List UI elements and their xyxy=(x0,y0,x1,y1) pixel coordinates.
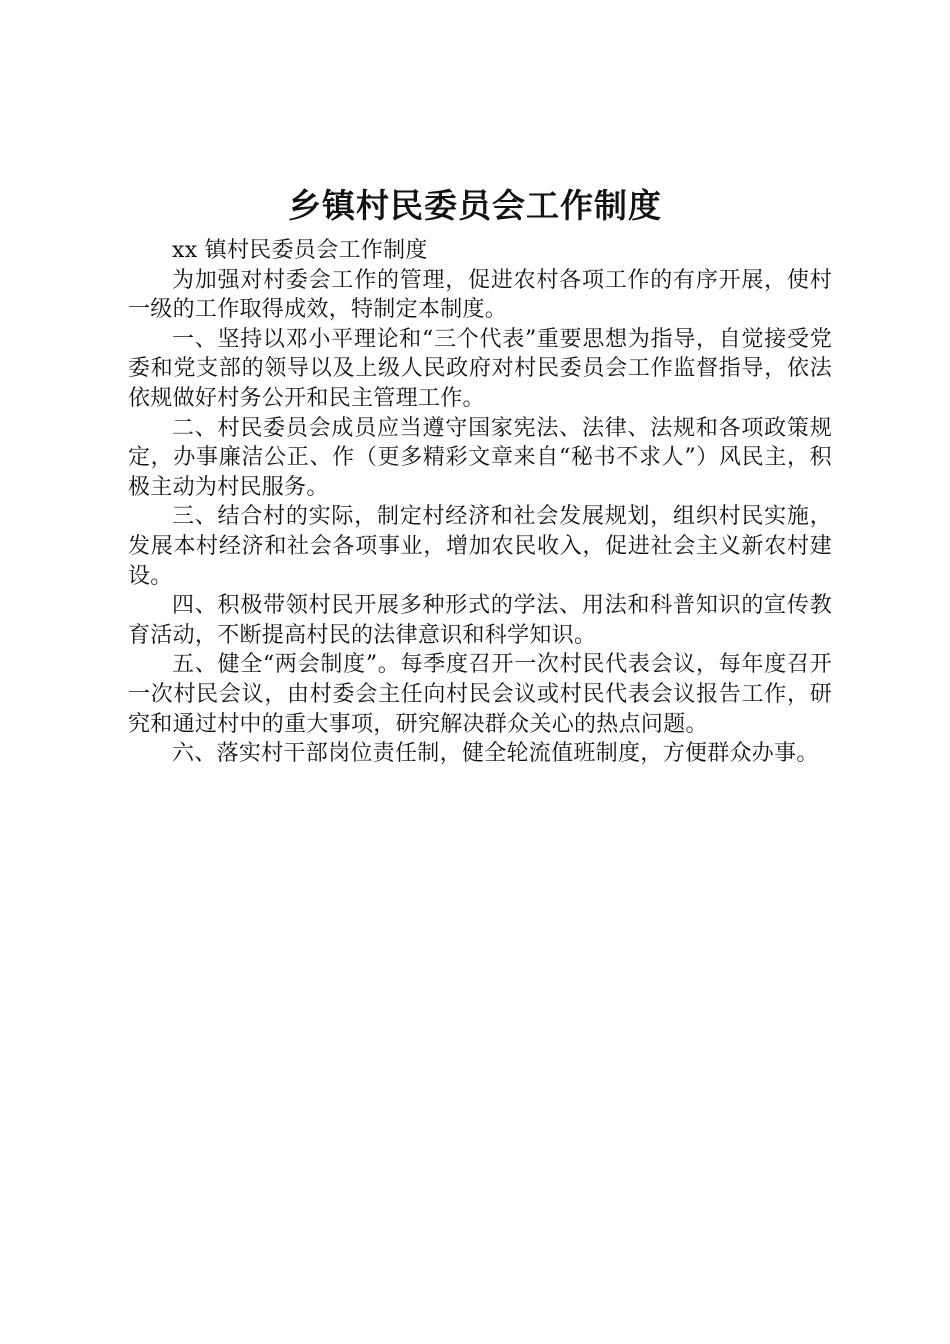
paragraph-item-5: 五、健全“两会制度”。每季度召开一次村民代表会议，每年度召开一次村民会议，由村委会主任向村民会议或村民代表会议报告工作，研究和通过村中的重大事项，研究解决群众关心的热点问题。 xyxy=(128,652,832,737)
document-subtitle: xx 镇村民委员会工作制度 xyxy=(172,238,428,263)
document-title: 乡镇村民委员会工作制度 xyxy=(288,186,662,225)
paragraph-item-2: 二、村民委员会成员应当遵守国家宪法、法律、法规和各项政策规定，办事廉洁公正、作（更多精彩文章来自“秘书不求人”）风民主，积极主动为村民服务。 xyxy=(128,415,832,500)
document-body xyxy=(128,236,832,769)
paragraph-item-6: 六、落实村干部岗位责任制，健全轮流值班制度，方便群众办事。 xyxy=(172,741,819,767)
paragraph-intro: 为加强对村委会工作的管理，促进农村各项工作的有序开展，使村一级的工作取得成效，特制定本制度。 xyxy=(128,267,832,323)
paragraph-item-1: 一、坚持以邓小平理论和“三个代表”重要思想为指导，自觉接受党委和党支部的领导以及上级人民政府对村民委员会工作监督指导，依法依规做好村务公开和民主管理工作。 xyxy=(128,326,832,411)
paragraph-item-3: 三、结合村的实际，制定村经济和社会发展规划，组织村民实施，发展本村经济和社会各项事业，增加农民收入，促进社会主义新农村建设。 xyxy=(128,504,832,589)
paragraph-item-4: 四、积极带领村民开展多种形式的学法、用法和科普知识的宣传教育活动，不断提高村民的法律意识和科学知识。 xyxy=(128,593,832,648)
